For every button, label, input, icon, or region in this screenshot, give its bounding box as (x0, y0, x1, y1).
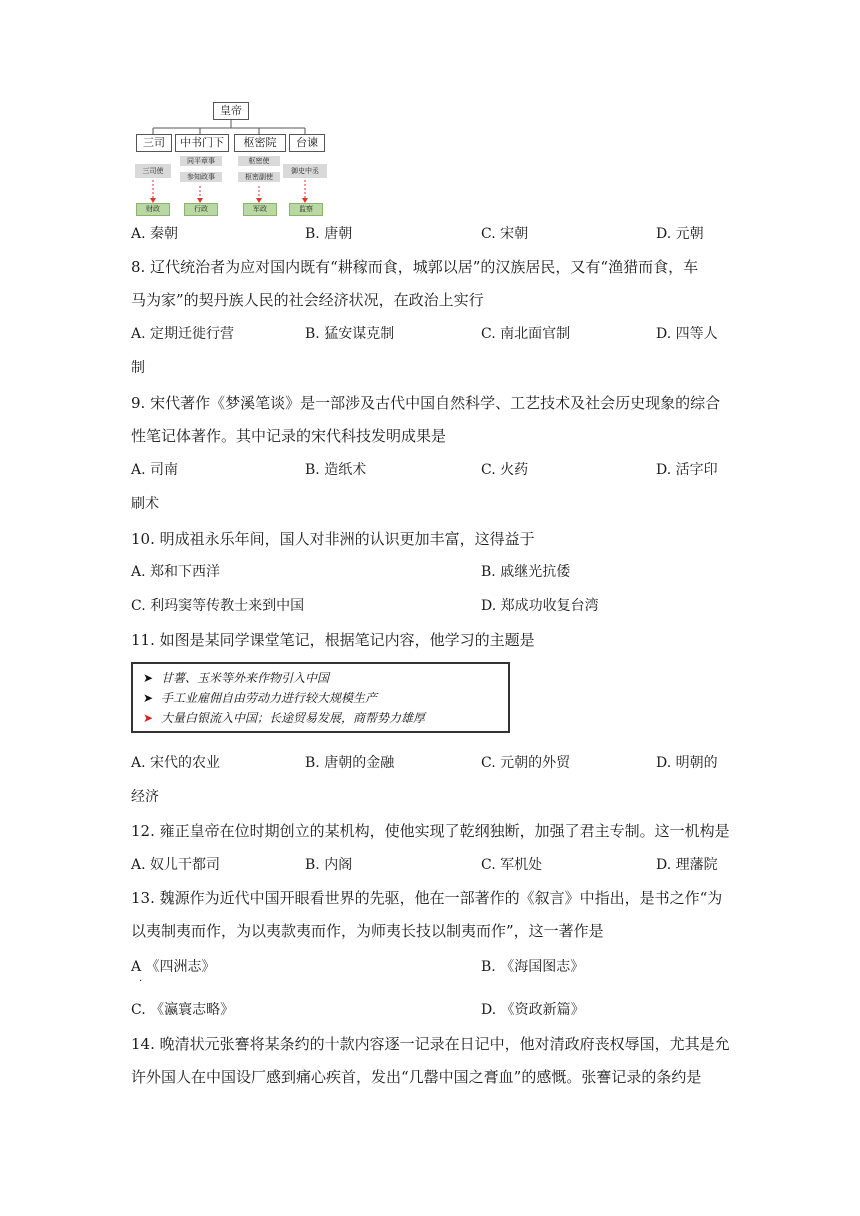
q8-option-c[interactable]: C. 南北面官制 (481, 326, 571, 342)
q11-stem: 11. 如图是某同学课堂笔记，根据笔记内容，他学习的主题是 (131, 631, 535, 649)
branch-shumiyuan: 枢密院 (234, 134, 286, 152)
branch-sansi: 三司 (136, 134, 172, 152)
q7-option-b[interactable]: B. 唐朝 (305, 226, 353, 242)
government-structure-diagram (133, 100, 338, 218)
official-shumishi: 枢密使 (238, 156, 280, 166)
q10-option-b[interactable]: B. 戚继光抗倭 (481, 564, 571, 580)
q7-option-a[interactable]: A. 秦朝 (131, 226, 179, 242)
q10-option-a[interactable]: A. 郑和下西洋 (131, 564, 221, 580)
official-canzhizhengshi: 参知政事 (180, 172, 222, 182)
q13-option-b[interactable]: B. 《海国图志》 (481, 959, 585, 975)
q12-option-a[interactable]: A. 奴儿干都司 (131, 857, 221, 873)
q10-stem: 10. 明成祖永乐年间，国人对非洲的认识更加丰富，这得益于 (131, 530, 535, 548)
q13-option-c[interactable]: C. 《瀛寰志略》 (131, 1002, 235, 1018)
q8-option-d-wrap: 制 (131, 360, 145, 376)
q11-option-c[interactable]: C. 元朝的外贸 (481, 755, 571, 771)
arrow-icon: ➤ (143, 671, 154, 685)
q13-stem-line2: 以夷制夷而作，为以夷款夷而作，为师夷长技以制夷而作”，这一著作是 (131, 922, 604, 940)
q8-option-b[interactable]: B. 猛安谋克制 (305, 326, 395, 342)
q10-option-c[interactable]: C. 利玛窦等传教士来到中国 (131, 598, 305, 614)
q11-option-d[interactable]: D. 明朝的 (656, 755, 718, 771)
function-xingzheng: 行政 (184, 203, 218, 216)
q12-option-b[interactable]: B. 内阁 (305, 857, 353, 873)
q8-stem-line1: 8. 辽代统治者为应对国内既有“耕稼而食，城郭以居”的汉族居民，又有“渔猎而食，车 (131, 258, 699, 276)
emperor-box: 皇帝 (213, 102, 249, 120)
q14-stem-line2: 许外国人在中国设厂感到痛心疾首，发出“几罄中国之膏血”的感慨。张謇记录的条约是 (131, 1068, 702, 1086)
q8-option-a[interactable]: A. 定期迁徙行营 (131, 326, 235, 342)
q9-option-c[interactable]: C. 火药 (481, 462, 529, 478)
official-sansishi: 三司使 (135, 164, 171, 178)
note-item: ➤ 手工业雇佣自由劳动力进行较大规模生产 (143, 691, 378, 705)
q13-option-a[interactable]: A 《四洲志》 (131, 959, 216, 975)
official-yushizhongcheng: 御史中丞 (283, 164, 327, 178)
official-tongpingzhangshi: 同平章事 (180, 156, 222, 166)
q13-stem-line1: 13. 魏源作为近代中国开眼看世界的先驱，他在一部著作的《叙言》中指出，是书之作“为 (131, 889, 723, 907)
branch-zhongshu: 中书门下 (175, 134, 229, 152)
function-jiancha: 监察 (289, 203, 323, 216)
arrow-icon: ➤ (143, 711, 154, 725)
q9-stem-line2: 性笔记体著作。其中记录的宋代科技发明成果是 (131, 427, 447, 445)
q12-option-c[interactable]: C. 军机处 (481, 857, 543, 873)
q10-option-d[interactable]: D. 郑成功收复台湾 (481, 598, 599, 614)
official-shumifushi: 枢密副使 (238, 172, 280, 182)
q11-option-a[interactable]: A. 宋代的农业 (131, 755, 221, 771)
q11-option-b[interactable]: B. 唐朝的金融 (305, 755, 395, 771)
class-notes-image (131, 662, 510, 733)
q8-stem-line2: 马为家”的契丹族人民的社会经济状况，在政治上实行 (131, 291, 484, 309)
q11-option-d-wrap: 经济 (131, 789, 159, 805)
q12-option-d[interactable]: D. 理藩院 (656, 857, 718, 873)
q12-stem: 12. 雍正皇帝在位时期创立的某机构，使他实现了乾纲独断，加强了君主专制。这一机构是 (131, 822, 730, 840)
q9-option-a[interactable]: A. 司南 (131, 462, 179, 478)
function-caizheng: 财政 (136, 203, 170, 216)
q8-option-d[interactable]: D. 四等人 (656, 326, 718, 342)
q9-stem-line1: 9. 宋代著作《梦溪笔谈》是一部涉及古代中国自然科学、工艺技术及社会历史现象的综合 (131, 394, 721, 412)
stray-dot: · (139, 976, 143, 987)
q7-option-d[interactable]: D. 元朝 (656, 226, 704, 242)
note-item: ➤ 甘薯、玉米等外来作物引入中国 (143, 671, 330, 685)
q13-option-d[interactable]: D. 《资政新篇》 (481, 1002, 585, 1018)
q9-option-b[interactable]: B. 造纸术 (305, 462, 367, 478)
branch-taijian: 台谏 (289, 134, 325, 152)
q14-stem-line1: 14. 晚清状元张謇将某条约的十款内容逐一记录在日记中，他对清政府丧权辱国，尤其是允 (131, 1035, 730, 1053)
note-item: ➤ 大量白银流入中国；长途贸易发展，商帮势力雄厚 (143, 711, 426, 725)
function-junzheng: 军政 (243, 203, 277, 216)
arrow-icon: ➤ (143, 691, 154, 705)
q9-option-d-wrap: 刷术 (131, 496, 159, 512)
q7-option-c[interactable]: C. 宋朝 (481, 226, 529, 242)
q9-option-d[interactable]: D. 活字印 (656, 462, 718, 478)
